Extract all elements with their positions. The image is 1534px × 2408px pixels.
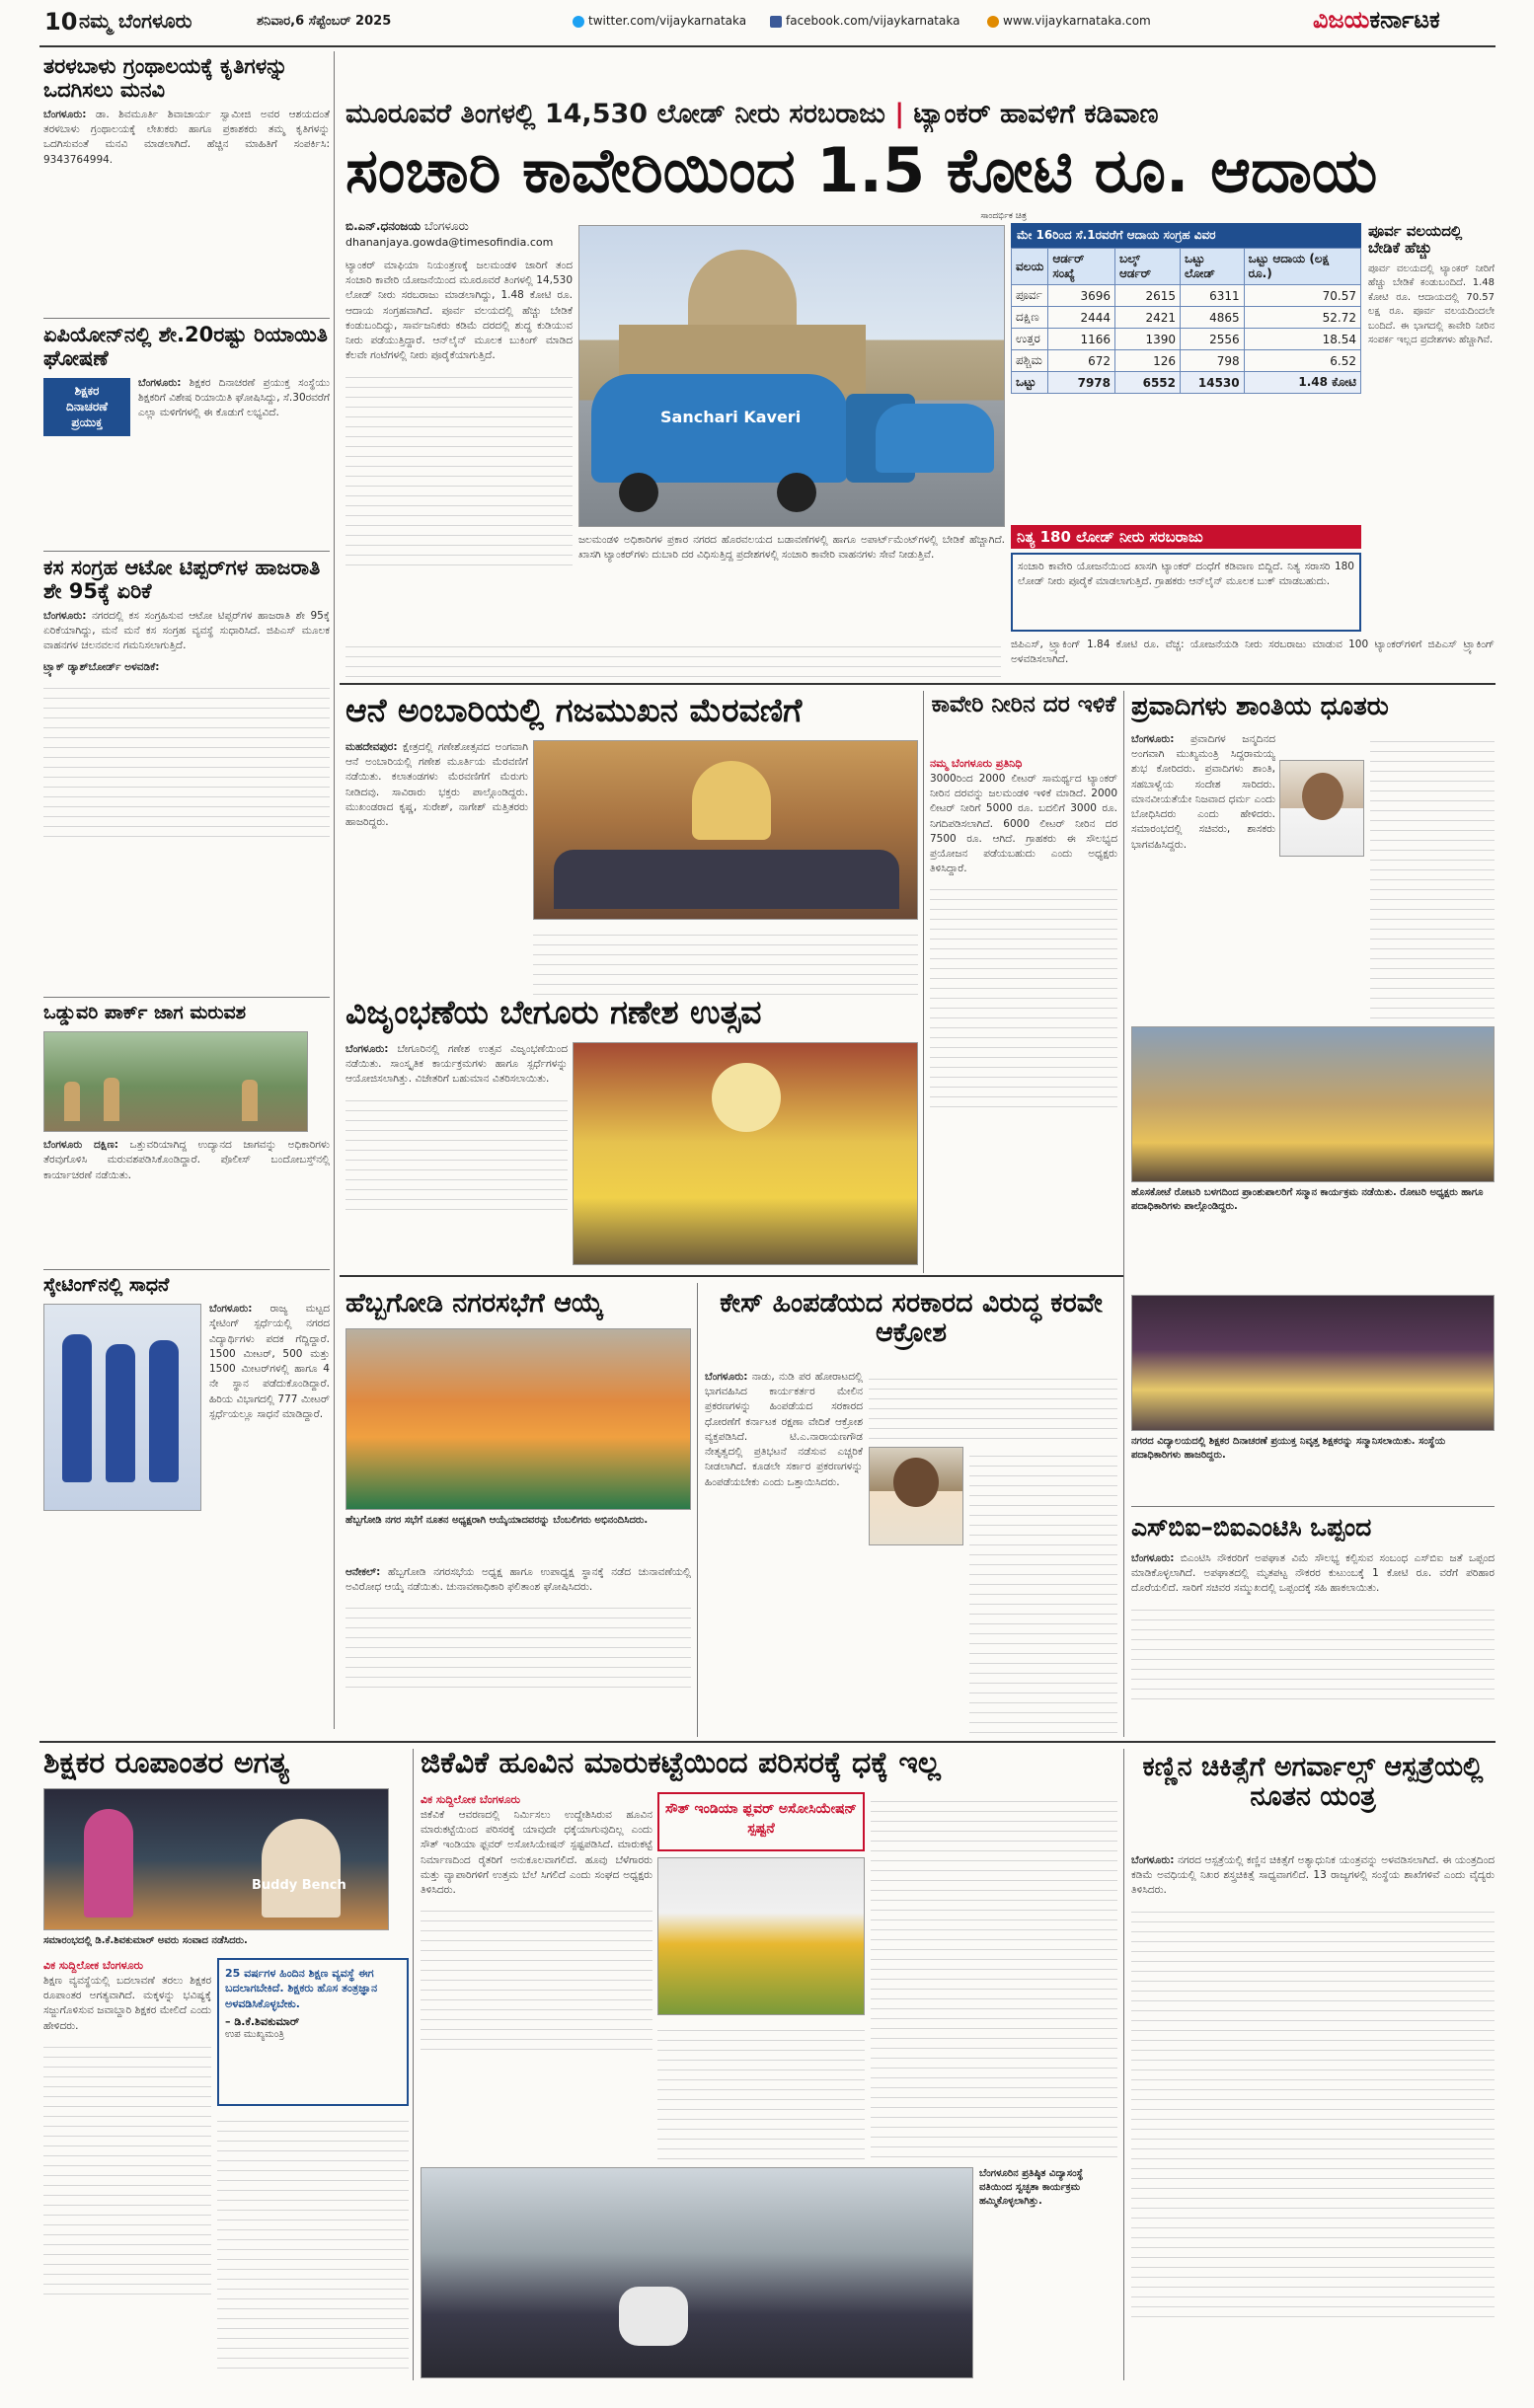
facebook-icon [770,16,782,28]
lead-strip-body: ಸಂಚಾರಿ ಕಾವೇರಿ ಯೋಜನೆಯಿಂದ ಖಾಸಗಿ ಟ್ಯಾಂಕರ್ ದಂಧೆಗೆ ಕಡಿವಾಣ ಬಿದ್ದಿದೆ. ನಿತ್ಯ ಸರಾಸರಿ 180 ಲೋಡ್ ನೀರು ಪೂರೈಕೆ ಮಾಡಲಾಗುತ್ತಿದೆ. ಗ್ರಾಹಕರು ಆನ್‌ಲೈನ್ ಮೂಲಕ ಬುಕ್ ಮಾಡಬಹುದು. [1011,553,1361,632]
shikshaka-headline: ಶಿಕ್ಷಕರ ರೂಪಾಂತರ ಅಗತ್ಯ [43,1747,289,1780]
brief-park [43,1003,330,1259]
table-total-row: ಒಟ್ಟು 7978 6552 14530 1.48 ಕೋಟಿ [1012,372,1361,394]
gkvk-body: ವಿಕ ಸುದ್ದಿಲೋಕ ಬೆಂಗಳೂರು ಜಿಕೆವಿಕೆ ಆವರಣದಲ್ಲಿ ನಿರ್ಮಿಸಲು ಉದ್ದೇಶಿಸಿರುವ ಹೂವಿನ ಮಾರುಕಟ್ಟೆಯಿಂದ ಪರಿಸರಕ್ಕೆ ಯಾವುದೇ ಧಕ್ಕೆಯಾಗುವುದಿಲ್ಲ ಎಂದು ಸೌತ್ ಇಂಡಿಯಾ ಫ್ಲವರ್ ಅಸೋಸಿಯೇಷನ್ ಸ್ಪಷ್ಟಪಡಿಸಿದೆ. ಮಾರುಕಟ್ಟೆ ನಿರ್ಮಾಣದಿಂದ ರೈತರಿಗೆ ಅನುಕೂಲವಾಗಲಿದೆ. ಹೂವು ಬೆಳೆಗಾರರು ಮತ್ತು ವ್ಯಾಪಾರಿಗಳಿಗೆ ಉತ್ತಮ ಬೆಲೆ ಸಿಗಲಿದೆ ಎಂದು ಸಂಘದ ಅಧ್ಯಕ್ಷರು ತಿಳಿಸಿದರು. [421,1792,652,2159]
skating-photo [43,1304,201,1511]
cleanliness-drive-photo [421,2167,973,2378]
brand-logo: ವಿಜಯಕರ್ನಾಟಕ [1313,6,1440,34]
gkvk-headline: ಜಿಕೆವಿಕೆ ಹೂವಿನ ಮಾರುಕಟ್ಟೆಯಿಂದ ಪರಿಸರಕ್ಕೆ ಧಕ್ಕೆ ಇಲ್ಲ [421,1747,941,1780]
table-row: ಪಶ್ಚಿಮ 672 126 798 6.52 [1012,350,1361,372]
begur-body: ಬೆಂಗಳೂರು: ಬೇಗೂರಿನಲ್ಲಿ ಗಣೇಶ ಉತ್ಸವ ವಿಜೃಂಭಣೆಯಿಂದ ನಡೆಯಿತು. ಸಾಂಸ್ಕೃತಿಕ ಕಾರ್ಯಕ್ರಮಗಳು ಹಾಗೂ ಸ್ಪರ್ಧೆಗಳನ್ನು ಆಯೋಜಿಸಲಾಗಿತ್ತು. ವಿಜೇತರಿಗೆ ಬಹುಮಾನ ವಿತರಿಸಲಾಯಿತು. [345,1042,568,1269]
begur-photo [573,1042,918,1265]
rotary-caption: ಹೊಸಕೋಟೆ ರೋಟರಿ ಬಳಗದಿಂದ ಪ್ರಾಂಶುಪಾಲರಿಗೆ ಸನ್ಮಾನ ಕಾರ್ಯಕ್ರಮ ನಡೆಯಿತು. ರೋಟರಿ ಅಧ್ಯಕ್ಷರು ಹಾಗೂ ಪದಾಧಿಕಾರಿಗಳು ಪಾಲ್ಗೊಂಡಿದ್ದರು. [1131,1187,1484,1212]
left-column-divider [334,51,335,1729]
brief-headline: ಕಸ ಸಂಗ್ರಹ ಆಟೋ ಟಿಪ್ಪರ್‌ಗಳ ಹಾಜರಾತಿ ಶೇ 95ಕ್ಕೆ ಏರಿಕೆ [43,557,321,603]
table-title: ಮೇ 16ರಿಂದ ಸೆ.1ರವರೆಗೆ ಆದಾಯ ಸಂಗ್ರಹ ವಿವರ [1011,223,1361,248]
sbi-body: ಬೆಂಗಳೂರು: ಬಿಎಂಟಿಸಿ ನೌಕರರಿಗೆ ಅಪಘಾತ ವಿಮೆ ಸೌಲಭ್ಯ ಕಲ್ಪಿಸುವ ಸಂಬಂಧ ಎಸ್‌ಬಿಐ ಜತೆ ಒಪ್ಪಂದ ಮಾಡಿಕೊಳ್ಳಲಾಗಿದೆ. ಅಪಘಾತದಲ್ಲಿ ಮೃತಪಟ್ಟ ನೌಕರರ ಕುಟುಂಬಕ್ಕೆ 1 ಕೋಟಿ ರೂ. ವರೆಗೆ ಪರಿಹಾರ ದೊರೆಯಲಿದೆ. ಸಾರಿಗೆ ಸಚಿವರ ಸಮ್ಮುಖದಲ್ಲಿ ಒಪ್ಪಂದಕ್ಕೆ ಸಹಿ ಹಾಕಲಾಯಿತು. [1131,1551,1495,1739]
teachers-day-badge: ಶಿಕ್ಷಕರ ದಿನಾಚರಣೆ ಪ್ರಯುಕ್ತ [43,378,130,436]
brief-garbage [43,557,330,932]
brief-headline: ಏಪಿಯೋನ್‌ನಲ್ಲಿ ಶೇ.20ರಷ್ಟು ರಿಯಾಯಿತಿ ಘೋಷಣೆ [43,324,328,370]
brief-subhead: ಟ್ರ್ಯಾಕ್ ಡ್ಯಾಶ್‌ಬೋರ್ಡ್ ಅಳವಡಿಕೆ: [43,660,160,673]
photo-credit: ಸಾಂದರ್ಭಿಕ ಚಿತ್ರ [980,211,1027,221]
brief-headline: ಸ್ಕೇಟಿಂಗ್‌ನಲ್ಲಿ ಸಾಧನೆ [43,1275,170,1296]
lead-photo [578,225,1005,527]
table-row: ಪೂರ್ವ 3696 2615 6311 70.57 [1012,285,1361,307]
brief-headline: ಒಡ್ಡುವರಿ ಪಾರ್ಕ್ ಜಾಗ ಮರುವಶ [43,1003,247,1023]
lead-byline: ಬಿ.ಎನ್.ಧನಂಜಯ ಬೆಂಗಳೂರು dhananjaya.gowda@timesofindia.com [345,219,573,259]
brief-headline: ತರಳಬಾಳು ಗ್ರಂಥಾಲಯಕ್ಕೆ ಕೃತಿಗಳನ್ನು ಒದಗಿಸಲು ಮನವಿ [43,55,288,102]
hebbagodi-photo [345,1328,691,1510]
brief-body: ಬೆಂಗಳೂರು: ಶಿಕ್ಷಕರ ದಿನಾಚರಣೆ ಪ್ರಯುಕ್ತ ಸಂಸ್ಥೆಯು ಶಿಕ್ಷಕರಿಗೆ ವಿಶೇಷ ರಿಯಾಯಿತಿ ಘೋಷಿಸಿದ್ದು, ಸೆ.30ರವರೆಗೆ ಎಲ್ಲಾ ಮಳಿಗೆಗಳಲ್ಲಿ ಈ ಕೊಡುಗೆ ಲಭ್ಯವಿದೆ. [138,377,330,419]
brief-body: ಬೆಂಗಳೂರು: ಡಾ. ಶಿವಮೂರ್ತಿ ಶಿವಾಚಾರ್ಯ ಸ್ವಾಮೀಜಿ ಅವರ ಆಶಯದಂತೆ ತರಳಬಾಳು ಗ್ರಂಥಾಲಯಕ್ಕೆ ಲೇಖಕರು ಹಾಗೂ ಪ್ರಕಾಶಕರು ತಮ್ಮ ಕೃತಿಗಳನ್ನು ಒದಗಿಸುವಂತೆ ಮನವಿ ಮಾಡಲಾಗಿದೆ. ಹೆಚ್ಚಿನ ಮಾಹಿತಿಗೆ ಸಂಪರ್ಕಿಸಿ: 9343764994. [43,109,330,166]
hebbagodi-caption: ಹೆಬ್ಬಗೋಡಿ ನಗರ ಸಭೆಗೆ ನೂತನ ಅಧ್ಯಕ್ಷರಾಗಿ ಆಯ್ಕೆಯಾದವರನ್ನು ಬೆಂಬಲಿಗರು ಅಭಿನಂದಿಸಿದರು. [345,1515,649,1526]
brief-body: ಬೆಂಗಳೂರು: ನಗರದಲ್ಲಿ ಕಸ ಸಂಗ್ರಹಿಸುವ ಆಟೋ ಟಿಪ್ಪರ್‌ಗಳ ಹಾಜರಾತಿ ಶೇ 95ಕ್ಕೆ ಏರಿಕೆಯಾಗಿದ್ದು, ಮನೆ ಮನೆ ಕಸ ಸಂಗ್ರಹ ವ್ಯವಸ್ಥೆ ಸುಧಾರಿಸಿದೆ. ಜಿಪಿಎಸ್ ಮೂಲಕ ವಾಹನಗಳ ಚಲನವಲನ ಗಮನಿಸಲಾಗುತ್ತಿದೆ. [43,610,330,652]
park-photo [43,1031,308,1132]
begur-headline: ವಿಜೃಂಭಣೆಯ ಬೇಗೂರು ಗಣೇಶ ಉತ್ಸವ [345,995,762,1031]
cleanliness-drive-caption: ಬೆಂಗಳೂರಿನ ಪ್ರತಿಷ್ಠಿತ ವಿದ್ಯಾಸಂಸ್ಥೆ ವತಿಯಿಂದ ಸ್ವಚ್ಛತಾ ಕಾರ್ಯಕ್ರಮ ಹಮ್ಮಿಕೊಳ್ಳಲಾಗಿತ್ತು. [979,2168,1084,2207]
masthead-rule [39,45,1496,47]
twitter-icon [573,16,584,28]
brief-discount [43,324,330,547]
sidebar-headline: ಪೂರ್ವ ವಲಯದಲ್ಲಿ ಬೇಡಿಕೆ ಹೆಚ್ಚು [1368,223,1463,257]
lead-headline: ಸಂಚಾರಿ ಕಾವೇರಿಯಿಂದ 1.5 ಕೋಟಿ ರೂ. ಆದಾಯ [345,134,1378,206]
flower-association-badge: ಸೌತ್ ಇಂಡಿಯಾ ಫ್ಲವರ್ ಅಸೋಸಿಯೇಷನ್ ಸ್ಪಷ್ಟನೆ [657,1792,865,1851]
issue-date: ಶನಿವಾರ,6 ಸೆಪ್ಟೆಂಬರ್ 2025 [257,14,392,29]
kaveri-rate-body: ನಮ್ಮ ಬೆಂಗಳೂರು ಪ್ರತಿನಿಧಿ 3000ರಿಂದ 2000 ಲೀಟರ್ ಸಾಮರ್ಥ್ಯದ ಟ್ಯಾಂಕರ್ ನೀರಿನ ದರವನ್ನು ಜಲಮಂಡಳಿ ಇಳಿಕೆ ಮಾಡಿದೆ. 2000 ಲೀಟರ್ ನೀರಿಗೆ 5000 ರೂ. ಬದಲಿಗೆ 3000 ರೂ. ನಿಗದಿಪಡಿಸಲಾಗಿದೆ. 6000 ಲೀಟರ್ ನೀರಿನ ದರ 7500 ರೂ. ಆಗಿದೆ. ಗ್ರಾಹಕರು ಈ ಸೌಲಭ್ಯದ ಪ್ರಯೋಜನ ಪಡೆಯಬಹುದು ಎಂದು ಅಧ್ಯಕ್ಷರು ತಿಳಿಸಿದ್ದಾರೆ. [930,756,1117,1269]
karave-body: ಬೆಂಗಳೂರು: ನಾಡು, ನುಡಿ ಪರ ಹೋರಾಟದಲ್ಲಿ ಭಾಗವಹಿಸಿದ ಕಾರ್ಯಕರ್ತರ ಮೇಲಿನ ಪ್ರಕರಣಗಳನ್ನು ಹಿಂಪಡೆಯದ ಸರಕಾರದ ಧೋರಣೆಗೆ ಕರ್ನಾಟಕ ರಕ್ಷಣಾ ವೇದಿಕೆ ಆಕ್ರೋಶ ವ್ಯಕ್ತಪಡಿಸಿದೆ. ಟಿ.ಎ.ನಾರಾಯಣಗೌಡ ನೇತೃತ್ವದಲ್ಲಿ ಪ್ರತಿಭಟನೆ ನಡೆಸುವ ಎಚ್ಚರಿಕೆ ನೀಡಲಾಗಿದೆ. ಕೂಡಲೇ ಸರ್ಕಾರ ಪ್ರಕರಣಗಳನ್ನು ಹಿಂಪಡೆಯಬೇಕು ಎಂದು ಒತ್ತಾಯಿಸಿದರು. [705,1371,863,1488]
lead-kicker: ಮೂರೂವರೆ ತಿಂಗಳಲ್ಲಿ 14,530 ಲೋಡ್ ನೀರು ಸರಬರಾಜು | ಟ್ಯಾಂಕರ್ ಹಾವಳಿಗೆ ಕಡಿವಾಣ [345,99,1159,129]
hebbagodi-body: ಆನೇಕಲ್: ಹೆಬ್ಬಗೋಡಿ ನಗರಸಭೆಯ ಅಧ್ಯಕ್ಷ ಹಾಗೂ ಉಪಾಧ್ಯಕ್ಷ ಸ್ಥಾನಕ್ಕೆ ನಡೆದ ಚುನಾವಣೆಯಲ್ಲಿ ಅವಿರೋಧ ಆಯ್ಕೆ ನಡೆಯಿತು. ಚುನಾವಣಾಧಿಕಾರಿ ಫಲಿತಾಂಶ ಘೋಷಿಸಿದರು. [345,1565,691,1733]
shikshaka-caption: ಸಮಾರಂಭದಲ್ಲಿ ಡಿ.ಕೆ.ಶಿವಕುಮಾರ್ ಅವರು ಸಂವಾದ ನಡೆಸಿದರು. [43,1935,248,1946]
facebook-link[interactable]: facebook.com/vijaykarnataka [770,14,959,28]
cm-portrait [1279,760,1364,857]
shikshaka-quote-box [217,1958,409,2106]
lead-body-2: ಜಲಮಂಡಳಿ ಅಧಿಕಾರಿಗಳ ಪ್ರಕಾರ ನಗರದ ಹೊರವಲಯದ ಬಡಾವಣೆಗಳಲ್ಲಿ ಹಾಗೂ ಅಪಾರ್ಟ್‌ಮೆಂಟ್‌ಗಳಲ್ಲಿ ಬೇಡಿಕೆ ಹೆಚ್ಚಾಗಿದೆ. ಖಾಸಗಿ ಟ್ಯಾಂಕರ್‌ಗಳು ದುಬಾರಿ ದರ ವಿಧಿಸುತ್ತಿದ್ದ ಪ್ರದೇಶಗಳಲ್ಲಿ ಸಂಚಾರಿ ಕಾವೇರಿ ವಾಹನಗಳು ಸೇವೆ ನೀಡುತ್ತಿವೆ. [578,534,1005,562]
zone-table: ವಲಯ ಆರ್ಡರ್ ಸಂಖ್ಯೆ ಬಲ್ಕ್ ಆರ್ಡರ್ ಒಟ್ಟು ಲೋಡ್ ಒಟ್ಟು ಆದಾಯ (ಲಕ್ಷ ರೂ.) ಪೂರ್ವ 3696 2615 6311 70.57 ದಕ್ಷಿಣ 2444 2421 4865 52.72 ಉತ್ತರ 1166 1390 2556 18.54 ಪಶ್ಚಿಮ 672 126 798 6.52 ಒಟ್ಟು 7978 6552 14530 1.48 ಕೋಟಿ [1011,248,1361,394]
brief-body: ಬೆಂಗಳೂರು: ರಾಜ್ಯ ಮಟ್ಟದ ಸ್ಕೇಟಿಂಗ್ ಸ್ಪರ್ಧೆಯಲ್ಲಿ ನಗರದ ವಿದ್ಯಾರ್ಥಿಗಳು ಪದಕ ಗೆದ್ದಿದ್ದಾರೆ. 1500 ಮೀಟರ್, 500 ಮತ್ತು 1500 ಮೀಟರ್‌ಗಳಲ್ಲಿ ಹಾಗೂ 4 ನೇ ಸ್ಥಾನ ಪಡೆದುಕೊಂಡಿದ್ದಾರೆ. ಹಿರಿಯ ವಿಭಾಗದಲ್ಲಿ 777 ಮೀಟರ್ ಸ್ಪರ್ಧೆಯಲ್ಲೂ ಸಾಧನೆ ಮಾಡಿದ್ದಾರೆ. [209,1303,330,1420]
quote-author: – ಡಿ.ಕೆ.ಶಿವಕುಮಾರ್ [225,2015,300,2029]
lead-strip-label: ನಿತ್ಯ 180 ಲೋಡ್ ನೀರು ಸರಬರಾಜು [1011,525,1361,549]
eye-hospital-headline: ಕಣ್ಣಿನ ಚಿಕಿತ್ಸೆಗೆ ಅಗರ್ವಾಲ್ಸ್ ಆಸ್ಪತ್ರೆಯಲ್ಲಿ ನೂತನ ಯಂತ್ರ [1142,1753,1484,1813]
website-link[interactable]: www.vijaykarnataka.com [987,14,1151,28]
teachers-felicitation-caption: ನಗರದ ವಿದ್ಯಾಲಯದಲ್ಲಿ ಶಿಕ್ಷಕರ ದಿನಾಚರಣೆ ಪ್ರಯುಕ್ತ ನಿವೃತ್ತ ಶಿಕ್ಷಕರನ್ನು ಸನ್ಮಾನಿಸಲಾಯಿತು. ಸಂಸ್ಥೆಯ ಪದಾಧಿಕಾರಿಗಳು ಹಾಜರಿದ್ದರು. [1131,1436,1446,1461]
brief-body: ಬೆಂಗಳೂರು ದಕ್ಷಿಣ: ಒತ್ತುವರಿಯಾಗಿದ್ದ ಉದ್ಯಾನದ ಜಾಗವನ್ನು ಅಧಿಕಾರಿಗಳು ತೆರವುಗೊಳಿಸಿ ಮರುವಶಪಡಿಸಿಕೊಂಡಿದ್ದಾರೆ. ಪೊಲೀಸ್ ಬಂದೋಬಸ್ತ್‌ನಲ್ಲಿ ಕಾರ್ಯಾಚರಣೆ ನಡೆಯಿತು. [43,1139,330,1181]
sidebar-body: ಪೂರ್ವ ವಲಯದಲ್ಲಿ ಟ್ಯಾಂಕರ್ ನೀರಿಗೆ ಹೆಚ್ಚು ಬೇಡಿಕೆ ಕಂಡುಬಂದಿದೆ. 1.48 ಕೋಟಿ ರೂ. ಆದಾಯದಲ್ಲಿ 70.57 ಲಕ್ಷ ರೂ. ಪೂರ್ವ ವಲಯದಿಂದಲೇ ಬಂದಿದೆ. ಈ ಭಾಗದಲ್ಲಿ ಕಾವೇರಿ ನೀರಿನ ಸಂಪರ್ಕ ಇಲ್ಲದ ಪ್ರದೇಶಗಳು ಹೆಚ್ಚಾಗಿವೆ. [1368,263,1495,346]
globe-icon [987,16,999,28]
ambari-photo [533,740,918,920]
lead-body: ಟ್ಯಾಂಕರ್ ಮಾಫಿಯಾ ನಿಯಂತ್ರಣಕ್ಕೆ ಜಲಮಂಡಳಿ ಜಾರಿಗೆ ತಂದ ಸಂಚಾರಿ ಕಾವೇರಿ ಯೋಜನೆಯಿಂದ ಮೂರೂವರೆ ತಿಂಗಳಲ್ಲಿ 14,530 ಲೋಡ್ ನೀರು ಸರಬರಾಜು ಮಾಡಲಾಗಿದ್ದು, 1.48 ಕೋಟಿ ರೂ. ಆದಾಯ ಸಂಗ್ರಹವಾಗಿದೆ. ಪೂರ್ವ ವಲಯದಲ್ಲಿ ಹೆಚ್ಚು ಬೇಡಿಕೆ ಕಂಡುಬಂದಿದ್ದು, ಸಾರ್ವಜನಿಕರು ಕಡಿಮೆ ದರದಲ್ಲಿ ಶುದ್ಧ ಕುಡಿಯುವ ನೀರು ಪಡೆಯುತ್ತಿದ್ದಾರೆ. ಆನ್‌ಲೈನ್ ಮೂಲಕ ಬುಕಿಂಗ್ ಮಾಡಿದ ಕೆಲವೇ ಗಂಟೆಗಳಲ್ಲಿ ನೀರು ಪೂರೈಕೆಯಾಗುತ್ತಿದೆ. [345,259,573,634]
buddy-bench-banner: Buddy Bench [252,1878,346,1893]
sp-headline: ಪ್ರವಾದಿಗಳು ಶಾಂತಿಯ ಧೂತರು [1131,693,1389,721]
brief-skating [43,1275,330,1739]
edition-name: ನಮ್ಮ ಬೆಂಗಳೂರು [79,9,192,33]
sp-body: ಬೆಂಗಳೂರು: ಪ್ರವಾದಿಗಳ ಜನ್ಮದಿನದ ಅಂಗವಾಗಿ ಮುಖ್ಯಮಂತ್ರಿ ಸಿದ್ದರಾಮಯ್ಯ ಶುಭ ಕೋರಿದರು. ಪ್ರವಾದಿಗಳು ಶಾಂತಿ, ಸಹಬಾಳ್ವೆಯ ಸಂದೇಶ ಸಾರಿದರು. ಮಾನವೀಯತೆಯೇ ನಿಜವಾದ ಧರ್ಮ ಎಂದು ಬೋಧಿಸಿದರು ಎಂದು ಹೇಳಿದರು. ಸಮಾರಂಭದಲ್ಲಿ ಸಚಿವರು, ಶಾಸಕರು ಭಾಗವಹಿಸಿದ್ದರು. [1131,733,1275,851]
quote-text: 25 ವರ್ಷಗಳ ಹಿಂದಿನ ಶಿಕ್ಷಣ ವ್ಯವಸ್ಥೆ ಈಗ ಬದಲಾಗಬೇಕಿದೆ. ಶಿಕ್ಷಕರು ಹೊಸ ತಂತ್ರಜ್ಞಾನ ಅಳವಡಿಸಿಕೊಳ್ಳಬೇಕು. [225,1967,378,2010]
table-row: ಉತ್ತರ 1166 1390 2556 18.54 [1012,329,1361,350]
kaveri-rate-headline: ಕಾವೇರಿ ನೀರಿನ ದರ ಇಳಿಕೆ [931,693,1116,717]
teachers-felicitation-photo [1131,1295,1495,1431]
eye-hospital-body: ಬೆಂಗಳೂರು: ನಗರದ ಆಸ್ಪತ್ರೆಯಲ್ಲಿ ಕಣ್ಣಿನ ಚಿಕಿತ್ಸೆಗೆ ಅತ್ಯಾಧುನಿಕ ಯಂತ್ರವನ್ನು ಅಳವಡಿಸಲಾಗಿದೆ. ಈ ಯಂತ್ರದಿಂದ ಕಡಿಮೆ ಅವಧಿಯಲ್ಲಿ ನಿಖರ ಶಸ್ತ್ರಚಿಕಿತ್ಸೆ ಸಾಧ್ಯವಾಗಲಿದೆ. 13 ರಾಜ್ಯಗಳಲ್ಲಿ ಸಂಸ್ಥೆಯ ಶಾಖೆಗಳಿವೆ ಎಂದು ವೈದ್ಯರು ತಿಳಿಸಿದರು. [1131,1853,1495,2376]
flower-market-photo [657,1857,865,2015]
masthead [0,0,1534,43]
shikshaka-body: ವಿಕ ಸುದ್ದಿಲೋಕ ಬೆಂಗಳೂರು ಶಿಕ್ಷಣ ವ್ಯವಸ್ಥೆಯಲ್ಲಿ ಬದಲಾವಣೆ ತರಲು ಶಿಕ್ಷಕರ ರೂಪಾಂತರ ಅಗತ್ಯವಾಗಿದೆ. ಮಕ್ಕಳನ್ನು ಭವಿಷ್ಯಕ್ಕೆ ಸಜ್ಜುಗೊಳಿಸುವ ಜವಾಬ್ದಾರಿ ಶಿಕ್ಷಕರ ಮೇಲಿದೆ ಎಂದು ಹೇಳಿದರು. [43,1958,211,2376]
shikshaka-photo [43,1788,389,1930]
sbi-headline: ಎಸ್‌ಬಿಐ–ಬಿಐಎಂಟಿಸಿ ಒಪ್ಪಂದ [1131,1514,1372,1542]
rotary-photo [1131,1026,1495,1182]
ambari-body: ಮಹದೇವಪುರ: ಕ್ಷೇತ್ರದಲ್ಲಿ ಗಣೇಶೋತ್ಸವದ ಅಂಗವಾಗಿ ಆನೆ ಅಂಬಾರಿಯಲ್ಲಿ ಗಣೇಶ ಮೂರ್ತಿಯ ಮೆರವಣಿಗೆ ನಡೆಯಿತು. ಕಲಾತಂಡಗಳು ಮೆರವಣಿಗೆಗೆ ಮೆರುಗು ನೀಡಿದವು. ಸಾವಿರಾರು ಭಕ್ತರು ಪಾಲ್ಗೊಂಡಿದ್ದರು. ಮುಖಂಡರಾದ ಕೃಷ್ಣ, ಸುರೇಶ್, ನಾಗೇಶ್ ಮತ್ತಿತರರು ಹಾಜರಿದ್ದರು. [345,741,528,829]
brief-library [43,55,330,314]
table-row: ದಕ್ಷಿಣ 2444 2421 4865 52.72 [1012,307,1361,329]
tanker-truck: Sanchari Kaveri [591,374,848,483]
zone-revenue-table [1011,223,1361,519]
page-number: 10 [44,8,78,36]
ambari-headline: ಆನೆ ಅಂಬಾರಿಯಲ್ಲಿ ಗಜಮುಖನ ಮೆರವಣಿಗೆ [345,693,803,729]
twitter-link[interactable]: twitter.com/vijaykarnataka [573,14,746,28]
quote-role: ಉಪ ಮುಖ್ಯಮಂತ್ರಿ [225,2029,284,2041]
narayanagowda-portrait [869,1447,963,1545]
lead-body-3: ಜಿಪಿಎಸ್, ಟ್ರ್ಯಾಕಿಂಗ್ 1.84 ಕೋಟಿ ರೂ. ವೆಚ್ಚ: ಯೋಜನೆಯಡಿ ನೀರು ಸರಬರಾಜು ಮಾಡುವ 100 ಟ್ಯಾಂಕರ್‌ಗಳಿಗೆ ಜಿಪಿಎಸ್ ಟ್ರ್ಯಾಕಿಂಗ್ ಅಳವಡಿಸಲಾಗಿದೆ. [1011,639,1495,666]
hebbagodi-headline: ಹೆಬ್ಬಗೋಡಿ ನಗರಸಭೆಗೆ ಆಯ್ಕೆ [345,1289,604,1318]
lead-email: dhananjaya.gowda@timesofindia.com [345,236,554,249]
lead-sidebar [1368,223,1495,519]
karave-headline: ಕೇಸ್ ಹಿಂಪಡೆಯದ ಸರಕಾರದ ವಿರುದ್ಧ ಕರವೇ ಆಕ್ರೋಶ [720,1289,1103,1349]
